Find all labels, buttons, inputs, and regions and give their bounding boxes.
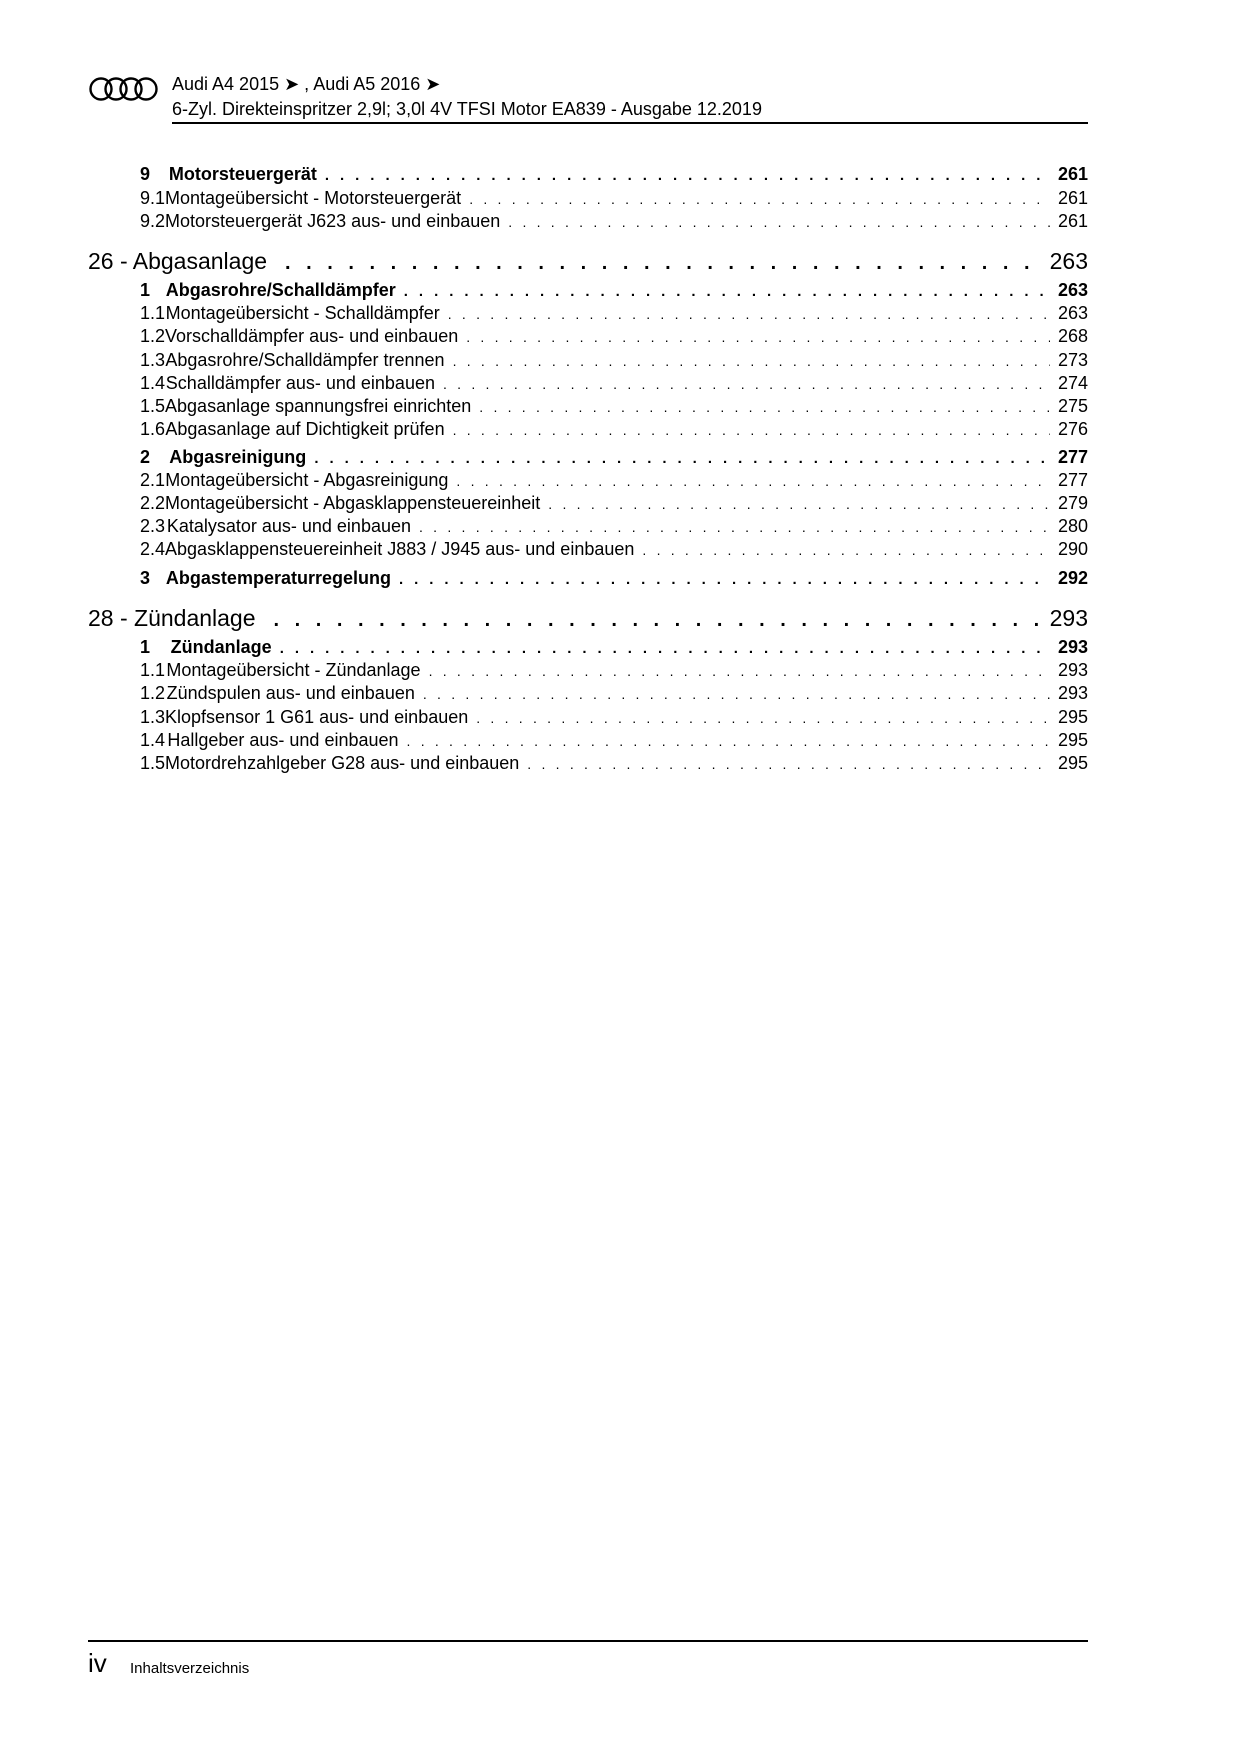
toc-entry-title: Vorschalldämpfer aus- und einbauen: [165, 326, 459, 346]
toc-dot-leader: [448, 306, 1050, 322]
toc-entry-number: 1.1: [140, 303, 166, 323]
toc-subsection-entry[interactable]: [140, 396, 1088, 417]
toc-entry-page: 276: [1057, 419, 1088, 439]
toc-dot-leader: [548, 496, 1050, 512]
toc-dot-leader: [280, 640, 1050, 657]
toc-entry-title: Abgastemperaturregelung: [165, 568, 391, 588]
toc-entry-number: 1.4: [140, 730, 166, 750]
toc-subsection-entry[interactable]: [140, 493, 1088, 514]
toc-entry-page: 279: [1057, 493, 1088, 513]
toc-entry-number: 1.5: [140, 753, 166, 773]
toc-entry-number: 2.3: [140, 516, 166, 536]
toc-chapter-entry[interactable]: [88, 248, 1088, 275]
toc-entry-page: 293: [1057, 660, 1088, 680]
toc-entry-number: 9.2: [140, 211, 166, 231]
header-engine-edition: 6-Zyl. Direkteinspritzer 2,9l; 3,0l 4V TFSI Motor EA839 - Ausgabe 12.2019: [172, 99, 762, 119]
footer-label: Inhaltsverzeichnis: [130, 1660, 250, 1677]
toc-entry-number: 1.1: [140, 660, 166, 680]
toc-entry-title: 28 - Zündanlage: [88, 605, 256, 631]
toc-section-entry[interactable]: [140, 447, 1088, 468]
toc-entry-title: Abgasrohre/Schalldämpfer trennen: [165, 350, 445, 370]
toc-section-entry[interactable]: [140, 164, 1088, 185]
toc-dot-leader: [453, 353, 1050, 369]
toc-entry-title: Montageübersicht - Schalldämpfer: [165, 303, 440, 323]
toc-section-entry[interactable]: [140, 568, 1088, 589]
toc-entry-page: 263: [1049, 248, 1088, 274]
toc-dot-leader: [443, 376, 1050, 392]
toc-subsection-entry[interactable]: [140, 470, 1088, 491]
toc-entry-page: 273: [1057, 350, 1088, 370]
toc-entry-page: 290: [1057, 539, 1088, 559]
toc-entry-page: 261: [1057, 211, 1088, 231]
toc-subsection-entry[interactable]: [140, 211, 1088, 232]
toc-entry-number: 1.5: [140, 396, 166, 416]
toc-entry-title: Montageübersicht - Abgasklappensteuereinheit: [165, 493, 541, 513]
toc-chapter-entry[interactable]: [88, 605, 1088, 632]
toc-entry-page: 274: [1057, 373, 1088, 393]
toc-subsection-entry[interactable]: [140, 660, 1088, 681]
toc-entry-title: Zündspulen aus- und einbauen: [166, 683, 415, 703]
toc-entry-page: 263: [1057, 280, 1088, 300]
toc-entry-number: 1.6: [140, 419, 166, 439]
toc-dot-leader: [419, 519, 1050, 535]
toc-dot-leader: [285, 252, 1040, 275]
toc-entry-title: Katalysator aus- und einbauen: [166, 516, 411, 536]
toc-entry-page: 293: [1049, 605, 1088, 631]
toc-entry-number: 1: [140, 637, 151, 657]
toc-dot-leader: [404, 283, 1050, 300]
toc-entry-number: 1.2: [140, 326, 166, 346]
toc-dot-leader: [423, 686, 1050, 702]
toc-entry-page: 292: [1057, 568, 1088, 588]
toc-entry-number: 1.2: [140, 683, 166, 703]
toc-dot-leader: [453, 422, 1050, 438]
toc-subsection-entry[interactable]: [140, 707, 1088, 728]
toc-entry-number: 1.4: [140, 373, 166, 393]
toc-entry-title: Montageübersicht - Zündanlage: [166, 660, 421, 680]
toc-entry-page: 295: [1057, 730, 1088, 750]
toc-dot-leader: [274, 609, 1040, 632]
toc-entry-title: Abgasklappensteuereinheit J883 / J945 aus- und einbauen: [165, 539, 635, 559]
toc-entry-title: Montageübersicht - Abgasreinigung: [165, 470, 449, 490]
page-header: [88, 68, 1088, 123]
toc-entry-title: Motorsteuergerät: [168, 164, 317, 184]
toc-entry-page: 295: [1057, 707, 1088, 727]
toc-entry-number: 9.1: [140, 188, 166, 208]
toc-entry-page: 268: [1057, 326, 1088, 346]
toc-subsection-entry[interactable]: [140, 419, 1088, 440]
toc-dot-leader: [399, 571, 1050, 588]
footer-page-number: iv: [88, 1648, 107, 1678]
toc-dot-leader: [407, 733, 1050, 749]
footer-divider: [88, 1640, 1088, 1642]
toc-dot-leader: [314, 450, 1050, 467]
toc-entry-title: 26 - Abgasanlage: [88, 248, 268, 274]
toc-subsection-entry[interactable]: [140, 516, 1088, 537]
toc-entry-title: Schalldämpfer aus- und einbauen: [165, 373, 435, 393]
toc-entry-title: Abgasreinigung: [169, 447, 307, 467]
toc-dot-leader: [642, 542, 1050, 558]
toc-entry-page: 261: [1057, 188, 1088, 208]
toc-dot-leader: [527, 756, 1050, 772]
toc-entry-number: 1: [140, 280, 151, 300]
toc-entry-number: 2.4: [140, 539, 166, 559]
toc-entry-number: 9: [140, 164, 151, 184]
toc-entry-title: Montageübersicht - Motorsteuergerät: [165, 188, 462, 208]
toc-entry-page: 261: [1057, 164, 1088, 184]
toc-entry-title: Abgasanlage spannungsfrei einrichten: [165, 396, 472, 416]
toc-dot-leader: [325, 167, 1050, 184]
toc-entry-title: Motordrehzahlgeber G28 aus- und einbauen: [165, 753, 520, 773]
toc-subsection-entry[interactable]: [140, 753, 1088, 774]
toc-subsection-entry[interactable]: [140, 539, 1088, 560]
toc-entry-title: Klopfsensor 1 G61 aus- und einbauen: [165, 707, 469, 727]
toc-entry-title: Motorsteuergerät J623 aus- und einbauen: [165, 211, 501, 231]
toc-dot-leader: [476, 710, 1050, 726]
toc-entry-page: 280: [1057, 516, 1088, 536]
toc-subsection-entry[interactable]: [140, 303, 1088, 324]
toc-entry-number: 2: [140, 447, 151, 467]
toc-entry-title: Hallgeber aus- und einbauen: [167, 730, 399, 750]
toc-entry-number: 2.1: [140, 470, 166, 490]
toc-entry-title: Abgasanlage auf Dichtigkeit prüfen: [165, 419, 445, 439]
toc-subsection-entry[interactable]: [140, 188, 1088, 209]
toc-dot-leader: [469, 191, 1050, 207]
toc-dot-leader: [466, 329, 1050, 345]
toc-entry-page: 275: [1057, 396, 1088, 416]
toc-entry-title: Abgasrohre/Schalldämpfer: [165, 280, 396, 300]
toc-entry-page: 263: [1057, 303, 1088, 323]
header-vehicle-models: Audi A4 2015 ➤ , Audi A5 2016 ➤: [172, 74, 441, 94]
toc-entry-title: Zündanlage: [170, 637, 272, 657]
toc-section-entry[interactable]: [140, 637, 1088, 658]
toc-subsection-entry[interactable]: [140, 326, 1088, 347]
toc-entry-number: 2.2: [140, 493, 166, 513]
toc-subsection-entry[interactable]: [140, 683, 1088, 704]
toc-dot-leader: [429, 663, 1050, 679]
toc-dot-leader: [508, 214, 1050, 230]
toc-entry-page: 277: [1057, 447, 1088, 467]
toc-dot-leader: [456, 473, 1050, 489]
toc-entry-number: 3: [140, 568, 151, 588]
toc-entry-page: 295: [1057, 753, 1088, 773]
toc-subsection-entry[interactable]: [140, 373, 1088, 394]
toc-subsection-entry[interactable]: [140, 350, 1088, 371]
toc-dot-leader: [479, 399, 1050, 415]
toc-subsection-entry[interactable]: [140, 730, 1088, 751]
toc-entry-number: 1.3: [140, 707, 166, 727]
toc-entry-number: 1.3: [140, 350, 166, 370]
toc-entry-page: 293: [1057, 637, 1088, 657]
toc-entry-page: 293: [1057, 683, 1088, 703]
toc-section-entry[interactable]: [140, 280, 1088, 301]
header-divider: [172, 122, 1088, 124]
audi-rings-logo: [88, 76, 160, 102]
toc-entry-page: 277: [1057, 470, 1088, 490]
